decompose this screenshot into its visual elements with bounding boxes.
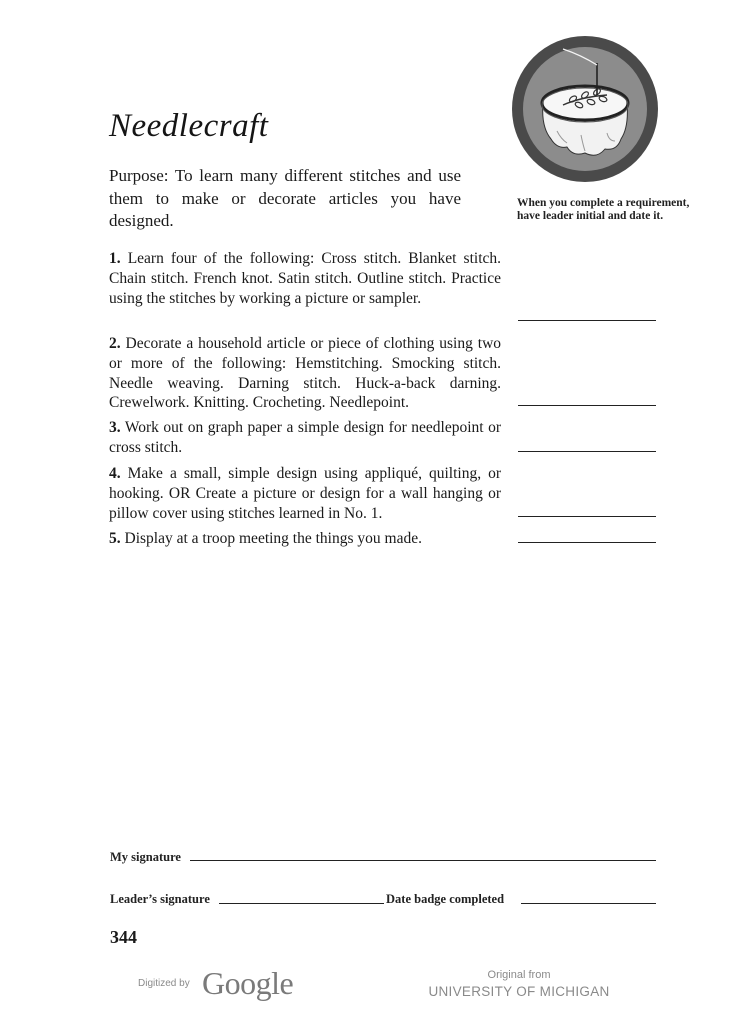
initial-line-3	[518, 451, 656, 452]
my-signature-line	[190, 860, 656, 861]
initial-line-2	[518, 405, 656, 406]
my-signature-label: My signature	[110, 850, 181, 864]
initial-line-5	[518, 542, 656, 543]
requirement-number: 1.	[109, 250, 121, 267]
requirement-number: 4.	[109, 465, 121, 482]
requirement-text: Decorate a household article or piece of clothing using two or more of the following: Hemstitching. Smocking stitch. Needle weaving. Darning stitch. Huck-a-back darning. Crewelwork. Knitting. Crocheting. Needlepoint.	[109, 335, 502, 412]
date-completed-line	[521, 903, 656, 904]
university-label: UNIVERSITY OF MICHIGAN	[428, 984, 610, 999]
requirement-1	[109, 249, 501, 308]
requirement-number: 3.	[109, 419, 121, 436]
leader-signature-line	[219, 903, 384, 904]
leader-signature-label: Leader’s signature	[110, 892, 210, 906]
purpose-text: Purpose: To learn many different stitches and use them to make or decorate articles you have designed.	[109, 166, 461, 230]
page-number: 344	[110, 927, 137, 947]
requirement-text: Work out on graph paper a simple design for needlepoint or cross stitch.	[109, 419, 501, 456]
needlecraft-badge-icon	[511, 35, 659, 183]
page-title: Needlecraft	[109, 108, 269, 144]
requirement-number: 2.	[109, 335, 121, 352]
original-from-label: Original from	[487, 969, 551, 981]
google-logo: Google	[202, 965, 294, 1001]
requirement-3	[109, 418, 501, 458]
requirement-number: 5.	[109, 530, 121, 547]
requirement-5	[109, 529, 501, 549]
date-completed-label: Date badge completed	[386, 892, 505, 906]
digitized-by-label: Digitized by	[138, 978, 190, 989]
requirement-text: Learn four of the following: Cross stitch. Blanket stitch. Chain stitch. French knot. Satin stitch. Outline stitch. Practice using the stitches by working a picture or sampler.	[109, 250, 502, 307]
initial-line-4	[518, 516, 656, 517]
requirement-text: Make a small, simple design using appliqué, quilting, or hooking. OR Create a picture or design for a wall hanging or pillow cover using stitches learned in No. 1.	[109, 465, 501, 522]
requirement-note: When you complete a requirement, have leader initial and date it.	[517, 197, 690, 222]
requirement-4	[109, 464, 501, 523]
initial-line-1	[518, 320, 656, 321]
requirement-text: Display at a troop meeting the things you made.	[124, 530, 422, 547]
requirement-2	[109, 334, 501, 413]
